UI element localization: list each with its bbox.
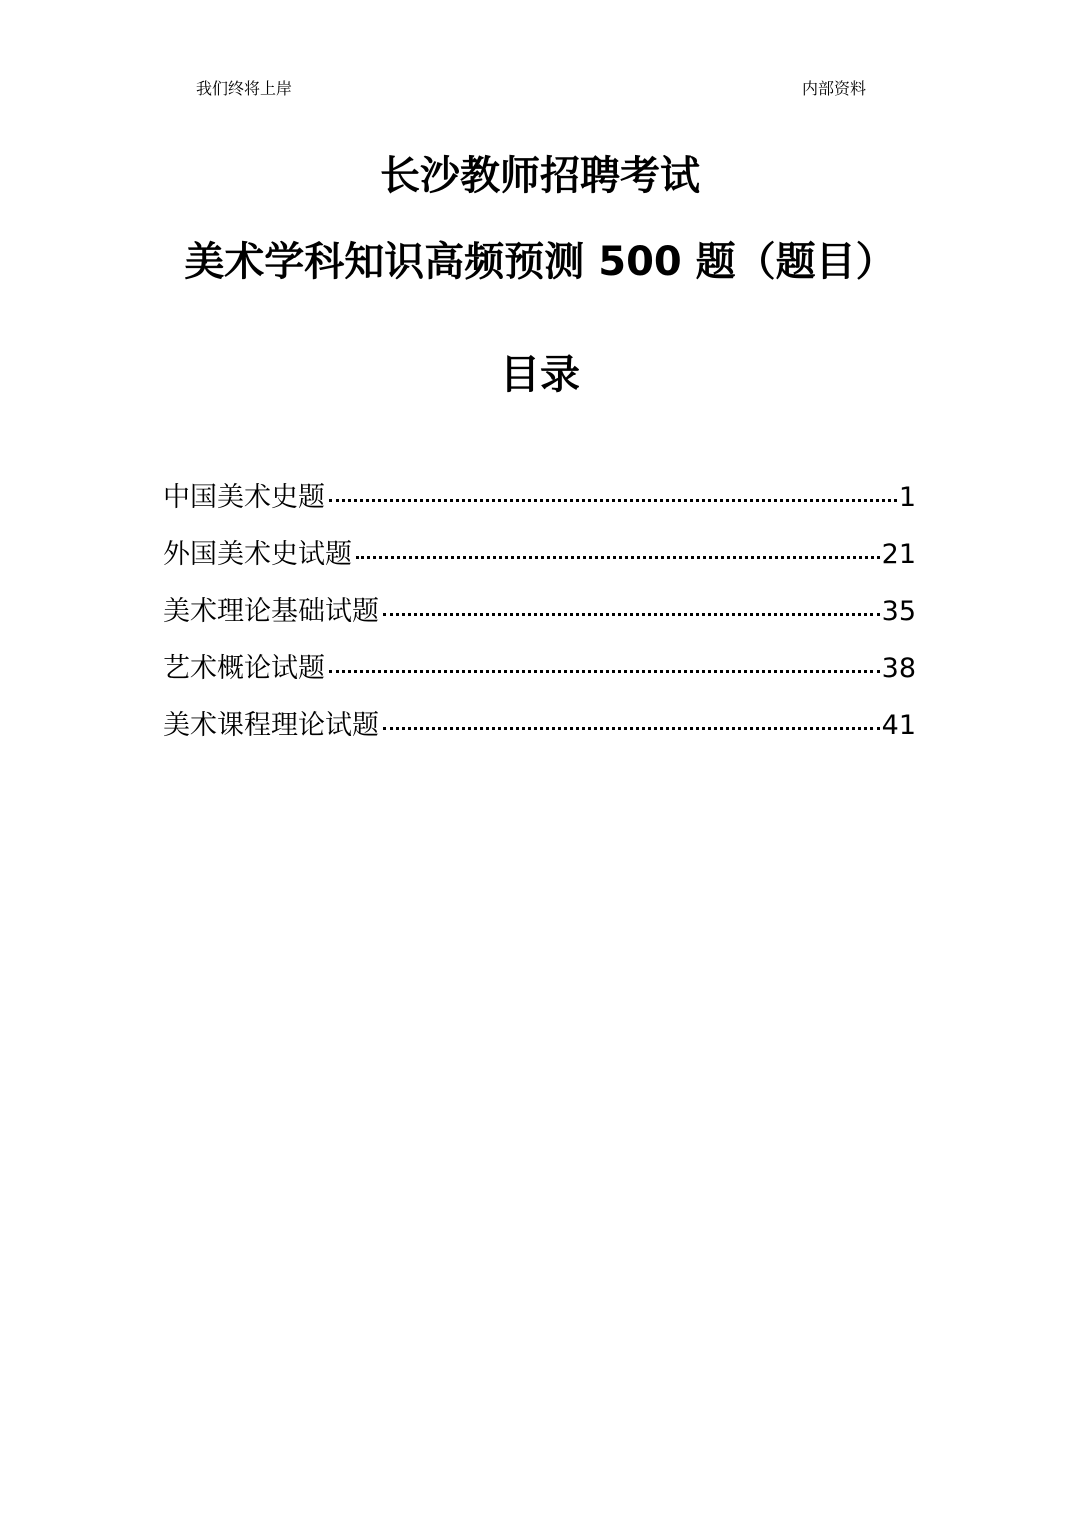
toc-entry-label: 艺术概论试题	[163, 653, 325, 684]
toc-heading: 目录	[500, 352, 580, 398]
toc-entry[interactable]	[163, 535, 916, 592]
table-of-contents	[163, 478, 916, 763]
toc-entry-label: 美术课程理论试题	[163, 710, 379, 741]
header-right-text: 内部资料	[801, 79, 866, 98]
document-title-line-1: 长沙教师招聘考试	[380, 153, 700, 199]
toc-entry-page-number: 38	[881, 653, 916, 684]
toc-entry-label: 美术理论基础试题	[163, 596, 379, 627]
document-title-line-2: 美术学科知识高频预测 500 题（题目）	[184, 239, 896, 285]
toc-entry-label: 中国美术史题	[163, 482, 325, 513]
toc-dot-leader	[383, 613, 880, 616]
toc-entry[interactable]	[163, 706, 916, 763]
toc-entry[interactable]	[163, 649, 916, 706]
toc-entry-label: 外国美术史试题	[163, 539, 352, 570]
header-left-text: 我们终将上岸	[196, 79, 293, 98]
toc-dot-leader	[356, 556, 880, 559]
toc-entry[interactable]	[163, 592, 916, 649]
toc-dot-leader	[383, 727, 880, 730]
toc-entry-page-number: 21	[881, 539, 916, 570]
toc-entry[interactable]	[163, 478, 916, 535]
toc-entry-page-number: 1	[898, 482, 916, 513]
toc-entry-page-number: 41	[881, 710, 916, 741]
toc-dot-leader	[329, 499, 897, 502]
toc-entry-page-number: 35	[881, 596, 916, 627]
toc-dot-leader	[329, 670, 880, 673]
